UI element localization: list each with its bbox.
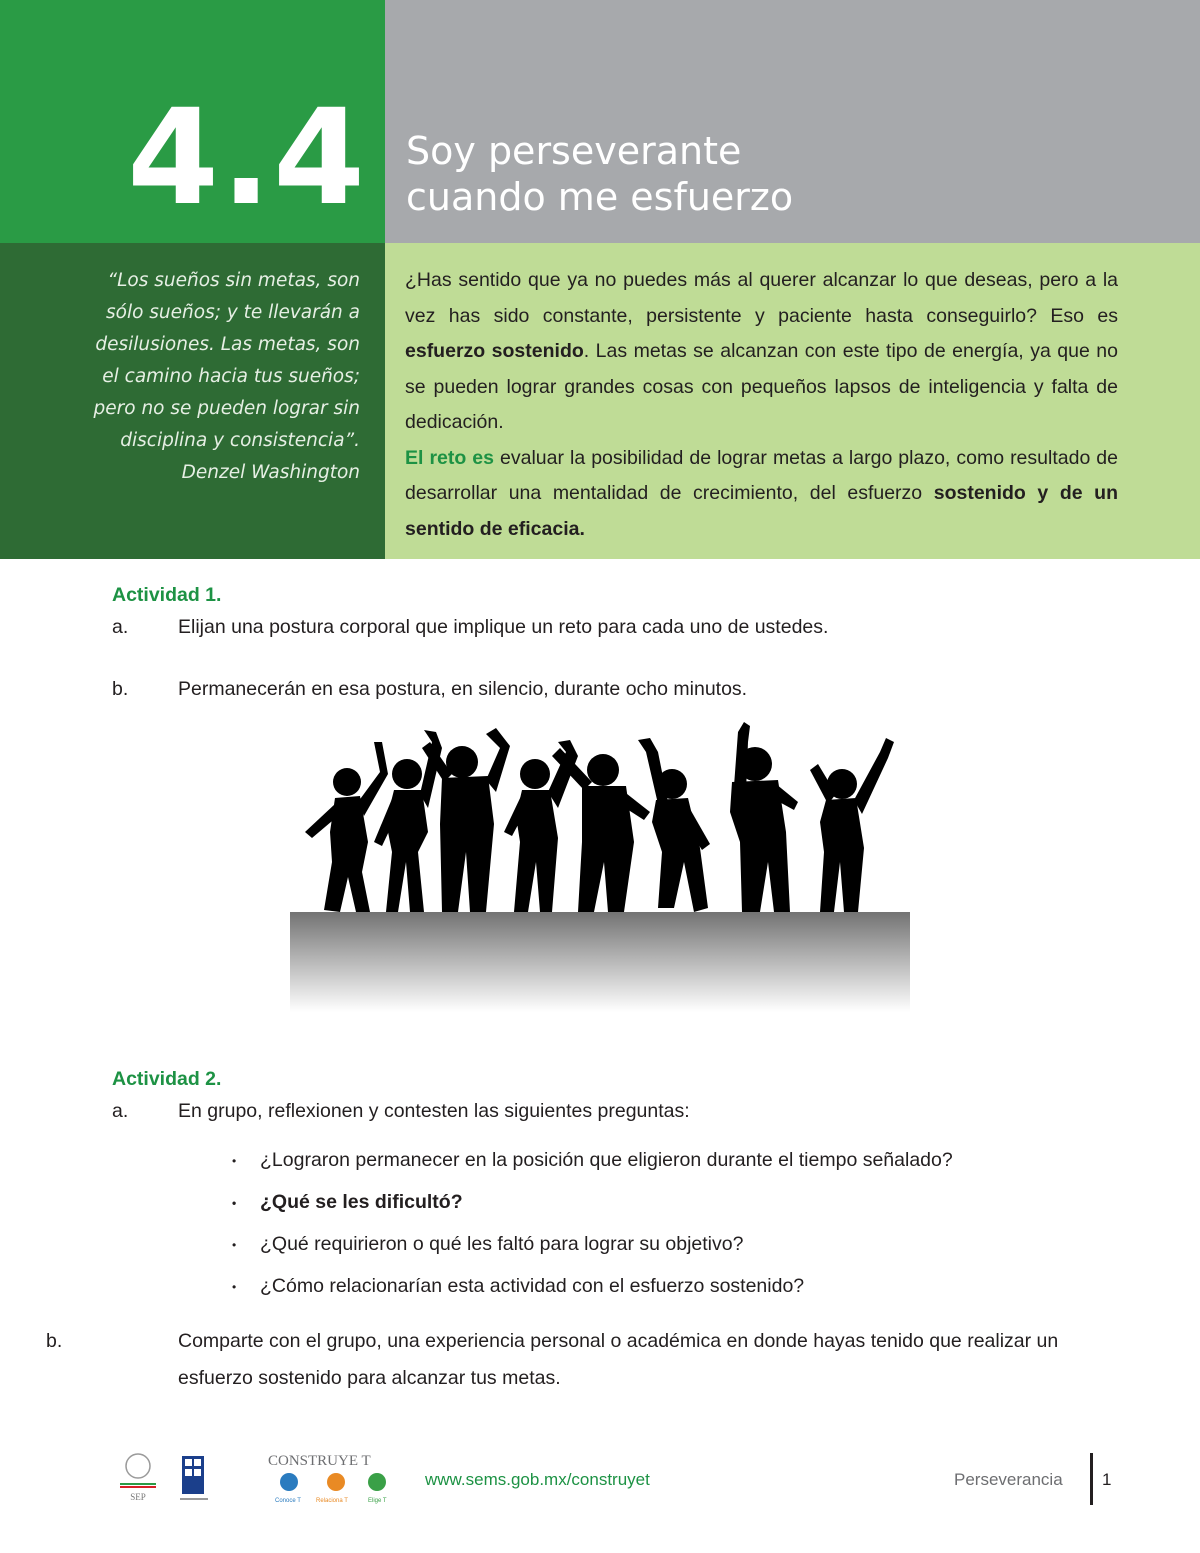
footer-logos [100,1450,420,1530]
question-bullet [232,1183,463,1222]
intro-p2-green: El reto es [405,446,494,469]
bullet-text: ¿Qué se les dificultó? [260,1191,463,1213]
bullet-icon: • [232,1195,237,1210]
activity-2-item-b [46,1323,1122,1397]
quote-box [0,243,385,559]
bullet-text: ¿Qué requirieron o qué les faltó para lograr su objetivo? [260,1233,744,1255]
question-bullet [232,1267,804,1306]
quote-line: “Los sueños sin metas, son [107,270,360,291]
bullet-text: ¿Lograron permanecer en la posición que eligieron durante el tiempo señalado? [260,1149,953,1171]
footer-section-name: Perseverancia [954,1470,1063,1489]
bullet-icon: • [232,1237,237,1252]
section-title [406,128,793,220]
undp-logo [180,1456,208,1500]
item-label: a. [112,616,129,638]
construye-t-sub3: Elige T [368,1498,387,1504]
sep-logo [120,1454,156,1502]
construye-t-sub1: Conoce T [275,1498,301,1504]
silhouette-group [305,722,894,912]
intro-text [405,263,1118,547]
activity-2-item-a [112,1092,690,1130]
footer-url-link[interactable]: www.sems.gob.mx/construyet [425,1470,650,1489]
quote-line: sólo sueños; y te llevarán a [105,302,360,323]
intro-p2-bold: sostenido y de un sentido de eficacia. [405,482,1118,540]
silhouette-reflection [290,912,910,1012]
construye-t-text: CONSTRUYE T [268,1453,371,1469]
activity-1-item-b [112,670,747,708]
title-line-1: Soy perseverante [406,129,742,173]
sep-logo-text: SEP [130,1492,146,1502]
quote-line: el camino hacia tus sueños; [102,366,360,387]
item-text: Permanecerán en esa postura, en silencio, durante ocho minutos. [178,678,748,700]
section-title-block [385,0,1200,243]
activity-1-title: Actividad 1. [112,584,222,606]
construye-t-sub2: Relaciona T [316,1498,348,1504]
activity-1-item-a [112,608,828,646]
item-text: Comparte con el grupo, una experiencia personal o académica en donde hayas tenido que realizar un esfuerzo sostenido para alcanzar tus metas. [178,1330,1059,1389]
item-label: b. [46,1330,63,1352]
section-number: 4.4 [127,81,367,235]
question-bullet [232,1141,953,1180]
item-label: a. [112,1100,129,1122]
section-number-block [0,0,385,243]
quote-text [30,265,360,489]
bullet-icon: • [232,1279,237,1294]
bullet-icon: • [232,1153,237,1168]
intro-p1-b: . Las metas se alcanzan con este tipo de energía, ya que no se pueden lograr grandes cosas con pequeños lapsos de inteligencia y falta de dedicación. [405,340,1118,433]
quote-line: disciplina y consistencia”. [120,430,360,451]
intro-p2-a: evaluar la posibilidad de lograr metas a largo plazo, como resultado de desarrollar una mentalidad de crecimiento, del esfuerzo [405,446,1118,504]
item-text: Elijan una postura corporal que implique un reto para cada uno de ustedes. [178,616,829,638]
intro-p1-bold: esfuerzo sostenido [405,340,584,362]
intro-box [385,243,1200,559]
item-text: En grupo, reflexionen y contesten las siguientes preguntas: [178,1100,690,1122]
item-label: b. [112,678,129,700]
question-bullet [232,1225,743,1264]
page-number: 1 [1102,1470,1112,1489]
quote-author: Denzel Washington [181,462,360,483]
quote-line: pero no se pueden lograr sin [93,398,360,419]
quote-line: desilusiones. Las metas, son [95,334,360,355]
activity-2-title: Actividad 2. [112,1068,222,1090]
intro-p1-a: ¿Has sentido que ya no puedes más al querer alcanzar lo que deseas, pero a la vez has sido constante, persistente y paciente hasta conseguirlo? Eso es [405,269,1118,327]
dancing-silhouettes-image [290,712,910,1012]
bullet-text: ¿Cómo relacionarían esta actividad con el esfuerzo sostenido? [260,1275,805,1297]
footer-divider [1090,1453,1093,1505]
title-line-2: cuando me esfuerzo [406,175,794,219]
construye-t-logo [268,1453,387,1504]
